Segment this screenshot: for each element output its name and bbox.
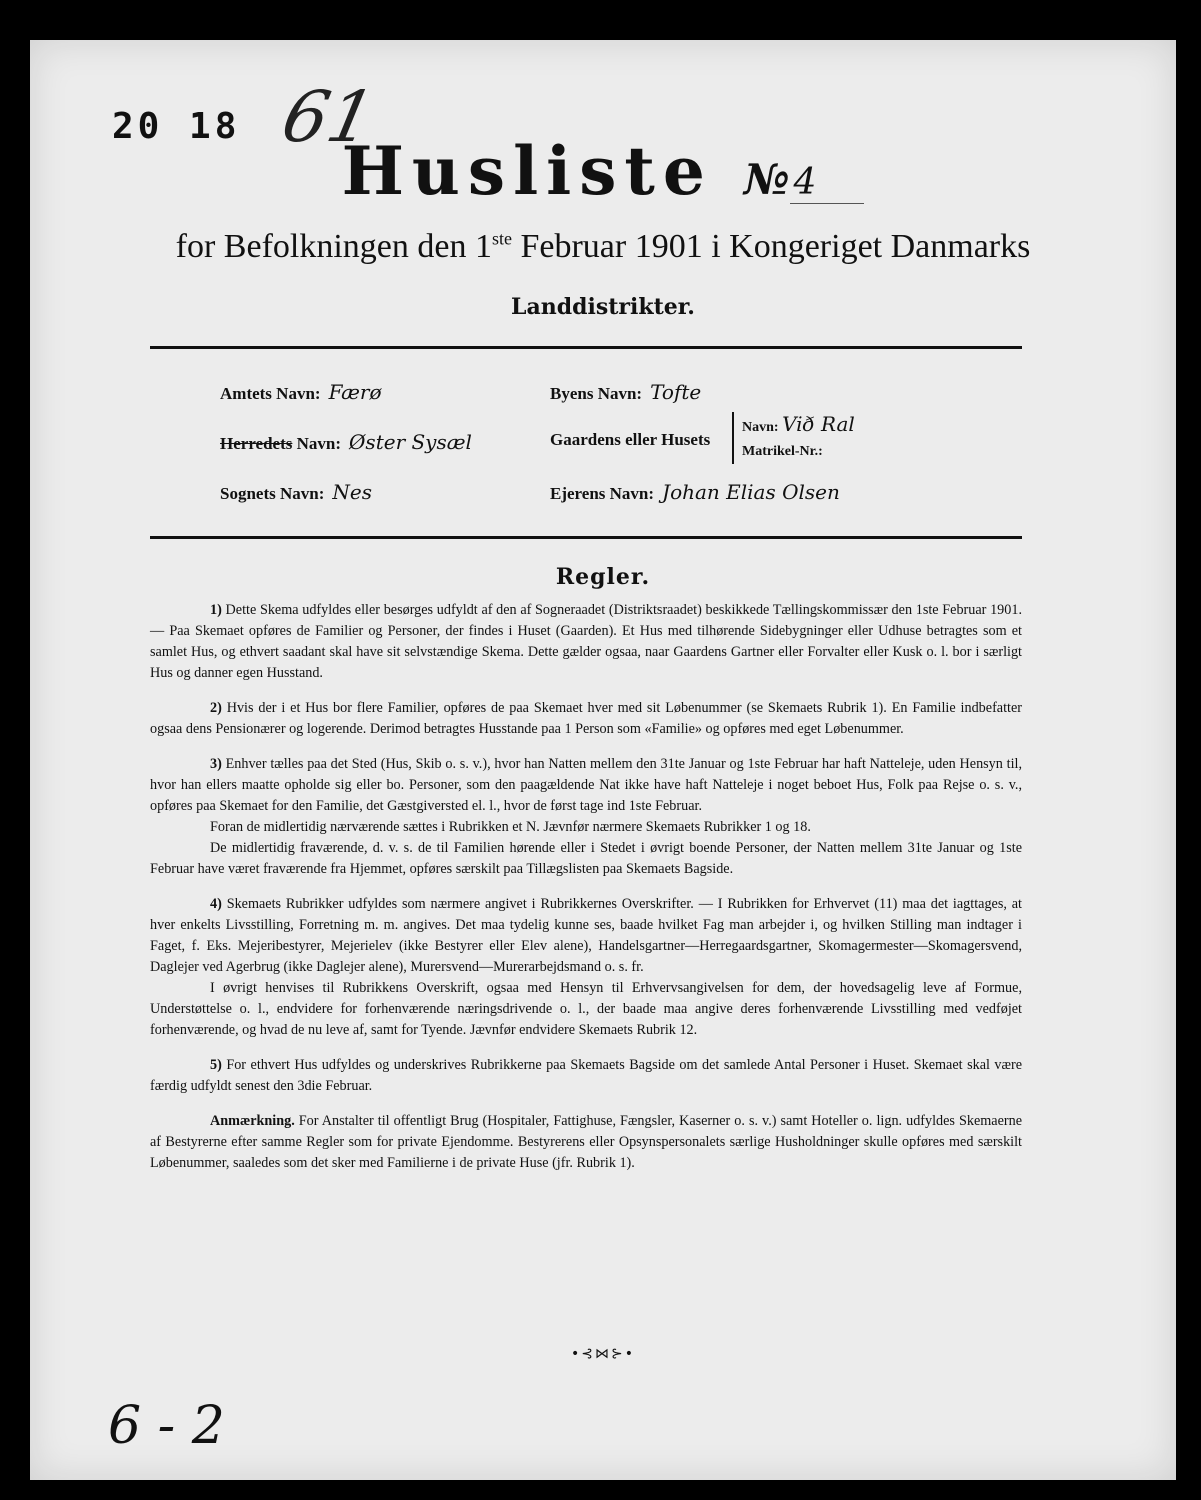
herred-label: Navn:	[296, 434, 342, 453]
rule-number: 5)	[210, 1057, 222, 1073]
handwritten-bottom-number: 6 - 2	[108, 1396, 225, 1456]
census-form-sheet	[30, 40, 1176, 1480]
herred-value: Øster Sysæl	[349, 430, 472, 454]
matrikel-label: Matrikel-Nr.:	[742, 444, 823, 459]
herred-label-struck: Herredets	[220, 434, 293, 453]
rule-text: Skemaets Rubrikker udfyldes som nærmere angivet i Rubrikkernes Overskrifter. — I Rubrikken for Erhvervet (11) maa det iagttages, at hver enkelts Livsstilling, Forretning m. m. angives. Det maa tydelig kunne ses, baade hvilket Fag man arbejder i, og hvilken Stilling man indtager i Faget, f. Eks. Mejeribestyrer, Mejerielev (ikke Bestyrer eller Elev alene), Handelsgartner—Herregaardsgartner, Skomagermester—Skomagersvend, Daglejer ved Agerbrug (ikke Daglejer alene), Murersvend—Murerarbejdsmand o. s. fr.	[150, 896, 1022, 975]
district-type: Landdistrikter.	[511, 294, 695, 320]
rule-paragraph	[150, 754, 1022, 817]
ornament-divider: •⊰⋈⊱•	[571, 1346, 635, 1362]
subtitle-superscript: ste	[491, 228, 512, 249]
handwritten-page-number: 61	[275, 76, 382, 158]
top-divider	[150, 346, 1022, 349]
ejer-field	[550, 480, 840, 504]
title-number-label: №	[743, 155, 790, 204]
rule-text: Enhver tælles paa det Sted (Hus, Skib o. s. v.), hvor han Natten mellem den 31te Januar og 1ste Februar har haft Natteleje, uden Hensyn til, hvor han ellers maatte opholde sig eller bo. Personer, som den paagældende Nat ikke have haft Natteleje i noget beboet Hus, Folk paa Rejse o. s. v., opføres paa Skemaet for den Familie, det Gæstgiversted el. l., hvor de først tage ind 1ste Februar.	[150, 756, 1023, 814]
rule-text: For ethvert Hus udfyldes og underskrives Rubrikkerne paa Skemaets Bagside om det samlede Antal Personer i Huset. Skemaet skal være færdig udfyldt senest den 3die Februar.	[150, 1057, 1023, 1094]
rule-paragraph	[150, 978, 1022, 1041]
gaard-navn-label: Navn:	[742, 420, 779, 435]
gaard-navn-value: Við Ral	[782, 412, 855, 436]
subtitle-part-2: Februar 1901 i Kongeriget Danmarks	[511, 228, 1031, 265]
rule-number: 3)	[210, 756, 222, 772]
gaard-field	[550, 430, 710, 450]
rule-text: De midlertidig fraværende, d. v. s. de til Familien hørende eller i Stedet i øvrigt boende Personer, der Natten mellem 31te Januar og 1ste Februar have været fraværende fra Hjemmet, opføres særskilt paa Tillægslisten paa Skemaets Bagside.	[150, 840, 1022, 877]
sogn-field	[220, 480, 372, 504]
rule-paragraph	[150, 600, 1022, 684]
gaard-label: Gaardens eller Husets	[550, 430, 711, 449]
sogn-value: Nes	[332, 480, 372, 504]
rule-paragraph	[150, 838, 1022, 880]
amt-value: Færø	[328, 380, 382, 404]
rule-number: 1)	[210, 602, 222, 618]
rule-text: Dette Skema udfyldes eller besørges udfyldt af den af Sogneraadet (Distriktsraadet) beskikkede Tællingskommissær den 1ste Februar 1901. — Paa Skemaet opføres de Familier og Personer, der findes i Huset (Gaarden). Et Hus med tilhørende Sidebygninger eller Udhuse betragtes som et samlet Hus, og ethvert saadant skal have sit selvstændige Skema. Dette gælder ogsaa, naar Gaardens Gartner eller Forvalter eller Kusk o. l. bor i særligt Hus og danner egen Husstand.	[150, 602, 1023, 681]
rule-number: Anmærkning.	[210, 1113, 295, 1129]
amt-label: Amtets Navn:	[220, 384, 321, 403]
rule-number: 4)	[210, 896, 222, 912]
rule-paragraph	[150, 894, 1022, 978]
title-number-value: 4	[790, 162, 865, 204]
sogn-label: Sognets Navn:	[220, 484, 325, 503]
rule-text: I øvrigt henvises til Rubrikkens Overskrift, ogsaa med Hensyn til Erhvervsangivelsen for dem, der hovedsagelig leve af Formue, Understøttelse o. l., endvidere for forhenværende næringsdrivende o. l., der baade maa angive deres forhenværende Livsstilling med vedføjet forhenværende, og hvad de nu leve af, samt for Tyende. Jævnfør endvidere Skemaets Rubrik 12.	[150, 980, 1022, 1038]
rule-text: Foran de midlertidig nærværende sættes i Rubrikken et N. Jævnfør nærmere Skemaets Rubrikker 1 og 18.	[210, 819, 811, 835]
form-title	[30, 132, 1176, 210]
middle-divider	[150, 536, 1022, 539]
herred-field	[220, 430, 472, 454]
by-value: Tofte	[650, 380, 702, 404]
archive-stamp-number: 20 18	[112, 106, 241, 147]
by-label: Byens Navn:	[550, 384, 643, 403]
subtitle-part-1: for Befolkningen den 1	[175, 228, 492, 265]
ejer-value: Johan Elias Olsen	[662, 480, 840, 504]
rule-paragraph	[150, 698, 1022, 740]
rule-text: For Anstalter til offentligt Brug (Hospitaler, Fattighuse, Fængsler, Kaserner o. s. v.) samt Hoteller o. lign. udfyldes Skemaerne af Bestyrerne efter samme Regler som for private Ejendomme. Bestyrerens eller Opsynspersonalets særlige Husholdninger skulle opføres med særskilt Løbenummer, saaledes som det sker med Familierne i de private Huse (jfr. Rubrik 1).	[150, 1113, 1023, 1171]
amt-field	[220, 380, 382, 404]
rule-paragraph	[150, 817, 1022, 838]
rule-paragraph	[150, 1111, 1022, 1174]
ejer-label: Ejerens Navn:	[550, 484, 655, 503]
rule-paragraph	[150, 1055, 1022, 1097]
rule-number: 2)	[210, 700, 222, 716]
by-field	[550, 380, 701, 404]
title-text: Husliste	[341, 132, 713, 210]
rule-text: Hvis der i et Hus bor flere Familier, opføres de paa Skemaet hver med sit Løbenummer (se Skemaets Rubrik 1). En Familie indbefatter ogsaa dens Pensionærer og logerende. Derimod betragtes Husstande paa 1 Person som «Familie» og opføres med eget Løbenummer.	[150, 700, 1022, 737]
gaard-bracket	[732, 412, 862, 464]
rules-body	[150, 600, 1022, 1188]
form-subtitle	[30, 228, 1176, 266]
rules-heading: Regler.	[555, 564, 651, 590]
